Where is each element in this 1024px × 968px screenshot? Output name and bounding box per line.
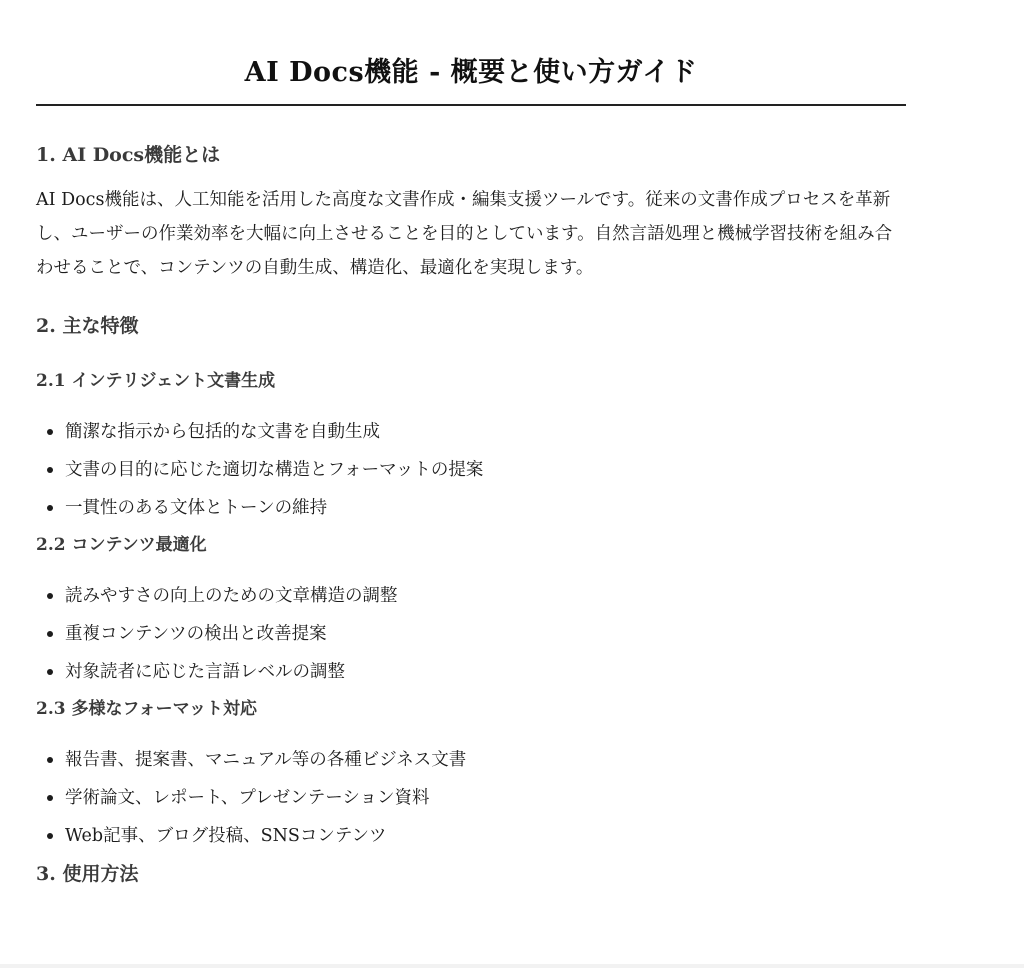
bottom-edge <box>0 964 1024 968</box>
section-1-paragraph: AI Docs機能は、人工知能を活用した高度な文書作成・編集支援ツールです。従来の文書作成プロセスを革新し、ユーザーの作業効率を大幅に向上させることを目的としています。自然言語処理と機械学習技術を組み合わせることで、コンテンツの自動生成、構造化、最適化を実現します。 <box>36 190 893 278</box>
title-divider <box>36 104 906 106</box>
list-item <box>36 659 906 685</box>
list-item-text: 学術論文、レポート、プレゼンテーション資料 <box>65 788 430 808</box>
list-item <box>36 823 906 849</box>
list-item <box>36 457 906 483</box>
list-item-text: 対象読者に応じた言語レベルの調整 <box>65 662 345 682</box>
bullet-icon <box>47 631 53 637</box>
section-1-heading: 1. AI Docs機能とは <box>36 144 221 166</box>
list-item-text: 重複コンテンツの検出と改善提案 <box>65 624 327 644</box>
bullet-icon <box>47 467 53 473</box>
list-item <box>36 785 906 811</box>
section-2-2-list <box>36 583 906 685</box>
section-2-3-list <box>36 747 906 849</box>
bullet-icon <box>47 429 53 435</box>
document-page <box>36 0 906 887</box>
list-item <box>36 583 906 609</box>
bullet-icon <box>47 593 53 599</box>
section-3-heading: 3. 使用方法 <box>36 863 139 885</box>
list-item-text: 一貫性のある文体とトーンの維持 <box>65 498 328 518</box>
list-item <box>36 747 906 773</box>
bullet-icon <box>47 669 53 675</box>
list-item-text: 報告書、提案書、マニュアル等の各種ビジネス文書 <box>65 750 467 770</box>
section-2-3-heading: 2.3 多様なフォーマット対応 <box>36 699 257 719</box>
bullet-icon <box>47 795 53 801</box>
bullet-icon <box>47 757 53 763</box>
list-item-text: 読みやすさの向上のための文章構造の調整 <box>65 586 398 606</box>
page-title: AI Docs機能 - 概要と使い方ガイド <box>244 57 698 88</box>
list-item-text: Web記事、ブログ投稿、SNSコンテンツ <box>65 826 387 846</box>
list-item-text: 簡潔な指示から包括的な文書を自動生成 <box>65 422 380 442</box>
list-item <box>36 495 906 521</box>
section-2-1-list <box>36 419 906 521</box>
section-2-2-heading: 2.2 コンテンツ最適化 <box>36 535 207 555</box>
bullet-icon <box>47 505 53 511</box>
list-item <box>36 621 906 647</box>
list-item <box>36 419 906 445</box>
bullet-icon <box>47 833 53 839</box>
list-item-text: 文書の目的に応じた適切な構造とフォーマットの提案 <box>65 460 484 480</box>
section-2-heading: 2. 主な特徴 <box>36 315 139 337</box>
section-2-1-heading: 2.1 インテリジェント文書生成 <box>36 371 276 391</box>
